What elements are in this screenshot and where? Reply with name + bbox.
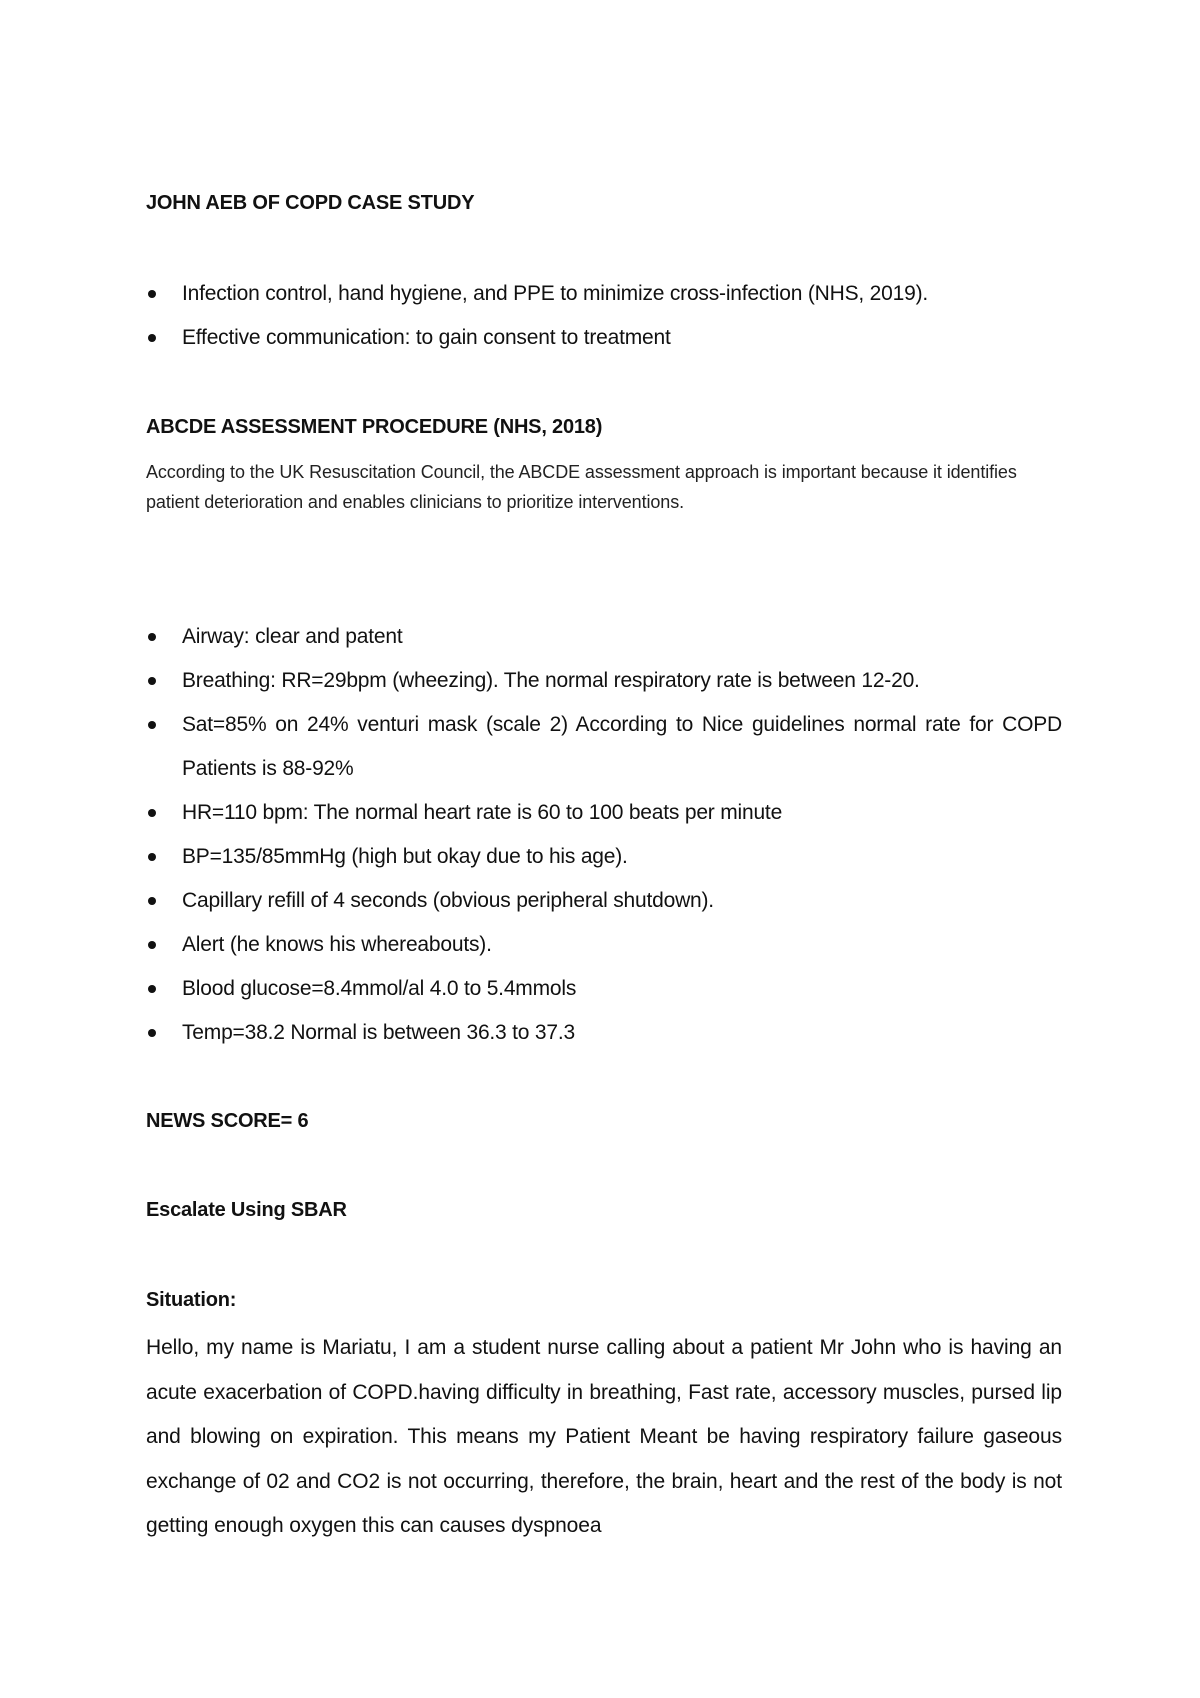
page-title: JOHN AEB OF COPD CASE STUDY xyxy=(146,192,475,214)
bullet-icon xyxy=(148,809,156,817)
list-item-text: Sat=85% on 24% venturi mask (scale 2) According to Nice guidelines normal rate for COPD Patients is 88-92% xyxy=(182,713,1062,780)
list-item-text: Alert (he knows his whereabouts). xyxy=(182,933,492,956)
bullet-icon xyxy=(148,334,156,342)
list-item xyxy=(146,703,1062,791)
list-item xyxy=(146,923,1062,967)
list-item xyxy=(146,835,1062,879)
bullet-icon xyxy=(148,677,156,685)
list-item-text: BP=135/85mmHg (high but okay due to his age). xyxy=(182,845,628,868)
list-item xyxy=(146,615,1062,659)
list-item xyxy=(146,967,1062,1011)
list-item xyxy=(146,316,1062,360)
situation-heading: Situation: xyxy=(146,1289,237,1311)
situation-paragraph: Hello, my name is Mariatu, I am a student nurse calling about a patient Mr John who is having an acute exacerbation of COPD.having difficulty in breathing, Fast rate, accessory muscles, pursed lip and blowing on expiration. This means my Patient Meant be having respiratory failure gaseous exchange of 02 and CO2 is not occurring, therefore, the brain, heart and the rest of the body is not getting enough oxygen this can causes dyspnoea xyxy=(146,1336,1062,1538)
bullet-icon xyxy=(148,721,156,729)
bullet-icon xyxy=(148,941,156,949)
abcde-intro-paragraph: According to the UK Resuscitation Council, the ABCDE assessment approach is important because it identifies patient deterioration and enables clinicians to prioritize interventions. xyxy=(146,462,1017,512)
escalate-heading: Escalate Using SBAR xyxy=(146,1199,347,1221)
list-item-text: Blood glucose=8.4mmol/al 4.0 to 5.4mmols xyxy=(182,977,577,1000)
assessment-list xyxy=(146,615,1062,1055)
news-score-heading: NEWS SCORE= 6 xyxy=(146,1110,309,1132)
list-item xyxy=(146,272,1062,316)
bullet-icon xyxy=(148,985,156,993)
list-item-text: Capillary refill of 4 seconds (obvious peripheral shutdown). xyxy=(182,889,714,912)
list-item-text: Infection control, hand hygiene, and PPE to minimize cross-infection (NHS, 2019). xyxy=(182,282,929,305)
bullet-icon xyxy=(148,290,156,298)
list-item xyxy=(146,659,1062,703)
bullet-icon xyxy=(148,1029,156,1037)
list-item-text: Temp=38.2 Normal is between 36.3 to 37.3 xyxy=(182,1021,575,1044)
list-item-text: HR=110 bpm: The normal heart rate is 60 to 100 beats per minute xyxy=(182,801,783,824)
document-page xyxy=(146,0,1062,1698)
list-item-text: Breathing: RR=29bpm (wheezing). The normal respiratory rate is between 12-20. xyxy=(182,669,920,692)
list-item xyxy=(146,1011,1062,1055)
bullet-icon xyxy=(148,633,156,641)
list-item-text: Airway: clear and patent xyxy=(182,625,403,648)
list-item-text: Effective communication: to gain consent to treatment xyxy=(182,326,671,349)
abcde-heading: ABCDE ASSESSMENT PROCEDURE (NHS, 2018) xyxy=(146,416,603,438)
list-item xyxy=(146,791,1062,835)
list-item xyxy=(146,879,1062,923)
precautions-list xyxy=(146,272,1062,360)
bullet-icon xyxy=(148,853,156,861)
bullet-icon xyxy=(148,897,156,905)
